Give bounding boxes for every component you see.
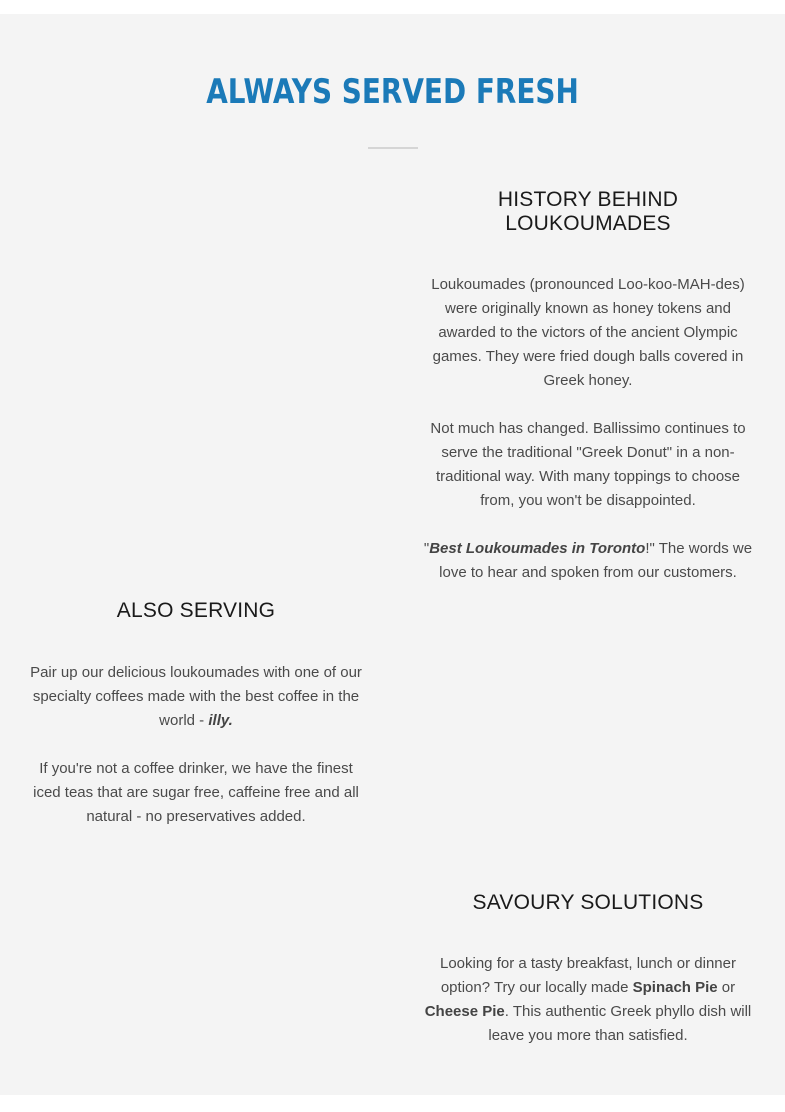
also-serving-heading: ALSO SERVING bbox=[116, 599, 276, 622]
spinach-pie: Spinach Pie bbox=[632, 979, 718, 996]
top-strip bbox=[0, 0, 785, 14]
also-serving-block bbox=[24, 599, 368, 829]
savoury-text-1: Looking for a tasty breakfast, lunch or dinner option? Try our locally made bbox=[439, 955, 736, 996]
also-serving-paragraph-1 bbox=[24, 661, 368, 733]
quote-emphasis: Best Loukoumades in Toronto bbox=[429, 540, 646, 557]
quote-close: !" The words we love to hear and spoken from our customers. bbox=[439, 540, 753, 581]
history-heading: HISTORY BEHIND LOUKOUMADES bbox=[497, 188, 679, 235]
savoury-block bbox=[420, 891, 756, 1048]
also-serving-paragraph-2: If you're not a coffee drinker, we have the finest iced teas that are sugar free, caffeine free and all natural - no preservatives added. bbox=[33, 760, 359, 825]
history-paragraph-1: Loukoumades (pronounced Loo-koo-MAH-des) were originally known as honey tokens and awarded to the victors of the ancient Olympic games. They were fried dough balls covered in Greek honey. bbox=[431, 276, 745, 389]
history-paragraph-2: Not much has changed. Ballissimo continues to serve the traditional "Greek Donut" in a non-traditional way. With many toppings to choose from, you won't be disappointed. bbox=[430, 420, 746, 509]
savoury-paragraph bbox=[420, 952, 756, 1048]
section-title: ALWAYS SERVED FRESH bbox=[206, 72, 579, 112]
title-divider bbox=[368, 147, 418, 149]
savoury-heading: SAVOURY SOLUTIONS bbox=[472, 891, 704, 914]
coffee-text: Pair up our delicious loukoumades with one of our specialty coffees made with the best coffee in the world - bbox=[30, 664, 362, 729]
history-quote bbox=[420, 537, 756, 585]
cheese-pie: Cheese Pie bbox=[424, 1003, 505, 1020]
savoury-text-2: or bbox=[717, 979, 736, 996]
bottom-strip bbox=[0, 1095, 785, 1112]
coffee-brand: illy. bbox=[208, 712, 233, 729]
history-block bbox=[420, 188, 756, 585]
quote-open: " bbox=[423, 540, 430, 557]
savoury-text-3: . This authentic Greek phyllo dish will leave you more than satisfied. bbox=[488, 1003, 752, 1044]
